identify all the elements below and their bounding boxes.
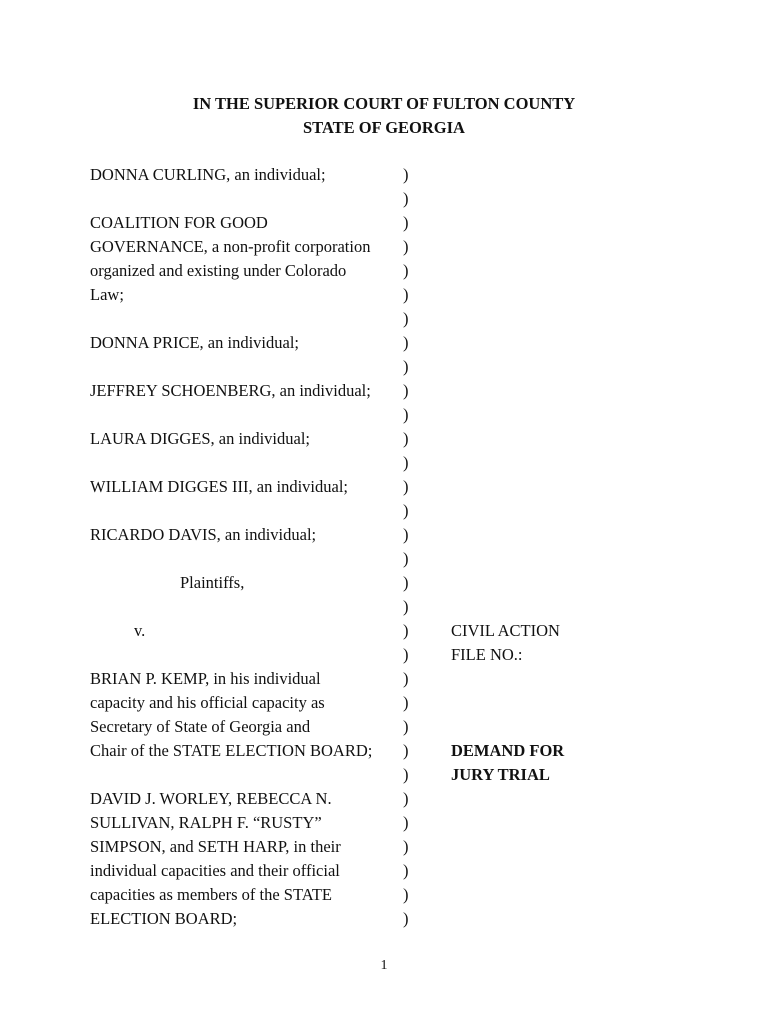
caption-line: LAURA DIGGES, an individual; xyxy=(90,429,310,448)
caption-line xyxy=(90,643,410,667)
caption-paren: ) xyxy=(403,909,409,928)
caption-paren: ) xyxy=(403,693,409,712)
caption-paren: ) xyxy=(403,429,409,448)
caption-line: DONNA PRICE, an individual; xyxy=(90,333,299,352)
caption-paren: ) xyxy=(403,597,409,616)
caption-line: Chair of the STATE ELECTION BOARD; xyxy=(90,741,373,760)
caption-line: DAVID J. WORLEY, REBECCA N. xyxy=(90,789,332,808)
caption-paren: ) xyxy=(403,501,409,520)
caption-paren: ) xyxy=(403,861,409,880)
caption-paren: ) xyxy=(403,813,409,832)
caption-line: Secretary of State of Georgia and xyxy=(90,717,311,736)
caption-line: ELECTION BOARD; xyxy=(90,909,238,928)
caption-line: GOVERNANCE, a non-profit corporation xyxy=(90,237,371,256)
caption-line xyxy=(90,403,410,427)
caption-paren: ) xyxy=(403,885,409,904)
caption-line: COALITION FOR GOOD xyxy=(90,213,268,232)
demand-line: DEMAND FOR xyxy=(451,741,565,760)
caption-paren: ) xyxy=(403,453,409,472)
caption-paren: ) xyxy=(403,189,409,208)
caption-paren: ) xyxy=(403,621,409,640)
caption-paren: ) xyxy=(403,789,409,808)
state-name: STATE OF GEORGIA xyxy=(303,118,465,137)
caption-line xyxy=(90,547,410,571)
caption-line: SIMPSON, and SETH HARP, in their xyxy=(90,837,341,856)
caption-line xyxy=(90,451,410,475)
versus-label: v. xyxy=(134,621,146,640)
caption-paren: ) xyxy=(403,285,409,304)
caption-paren: ) xyxy=(403,645,409,664)
caption-line: organized and existing under Colorado xyxy=(90,261,347,280)
caption-line: Law; xyxy=(90,285,124,304)
caption-line: SULLIVAN, RALPH F. “RUSTY” xyxy=(90,813,322,832)
caption-line xyxy=(90,307,410,331)
court-name: IN THE SUPERIOR COURT OF FULTON COUNTY xyxy=(192,94,576,113)
caption-line xyxy=(90,355,410,379)
caption-paren: ) xyxy=(403,765,409,784)
caption-line xyxy=(90,595,410,619)
plaintiffs-label: Plaintiffs, xyxy=(180,573,245,592)
caption-parentheses-column xyxy=(403,163,423,931)
caption-paren: ) xyxy=(403,405,409,424)
caption-paren: ) xyxy=(403,741,409,760)
caption-line xyxy=(90,187,410,211)
caption-line: JEFFREY SCHOENBERG, an individual; xyxy=(90,381,371,400)
civil-action-block xyxy=(451,619,671,667)
party-caption xyxy=(90,163,410,931)
caption-paren: ) xyxy=(403,717,409,736)
caption-paren: ) xyxy=(403,549,409,568)
civil-action-label: CIVIL ACTION xyxy=(451,621,560,640)
caption-line xyxy=(90,499,410,523)
caption-line: BRIAN P. KEMP, in his individual xyxy=(90,669,321,688)
caption-paren: ) xyxy=(403,837,409,856)
page-number: 1 xyxy=(380,958,388,973)
caption-paren: ) xyxy=(403,669,409,688)
caption-paren: ) xyxy=(403,309,409,328)
caption-paren: ) xyxy=(403,333,409,352)
caption-line: WILLIAM DIGGES III, an individual; xyxy=(90,477,348,496)
case-heading xyxy=(0,92,768,140)
caption-paren: ) xyxy=(403,357,409,376)
jury-demand-block xyxy=(451,739,671,787)
caption-paren: ) xyxy=(403,573,409,592)
caption-paren: ) xyxy=(403,237,409,256)
caption-paren: ) xyxy=(403,525,409,544)
file-number-label: FILE NO.: xyxy=(451,645,523,664)
caption-paren: ) xyxy=(403,165,409,184)
caption-line: RICARDO DAVIS, an individual; xyxy=(90,525,317,544)
demand-line: JURY TRIAL xyxy=(451,765,550,784)
caption-line: capacities as members of the STATE xyxy=(90,885,332,904)
caption-paren: ) xyxy=(403,477,409,496)
caption-line: DONNA CURLING, an individual; xyxy=(90,165,326,184)
caption-line xyxy=(90,763,410,787)
caption-paren: ) xyxy=(403,213,409,232)
caption-paren: ) xyxy=(403,381,409,400)
caption-line: individual capacities and their official xyxy=(90,861,340,880)
caption-paren: ) xyxy=(403,261,409,280)
caption-line: capacity and his official capacity as xyxy=(90,693,325,712)
